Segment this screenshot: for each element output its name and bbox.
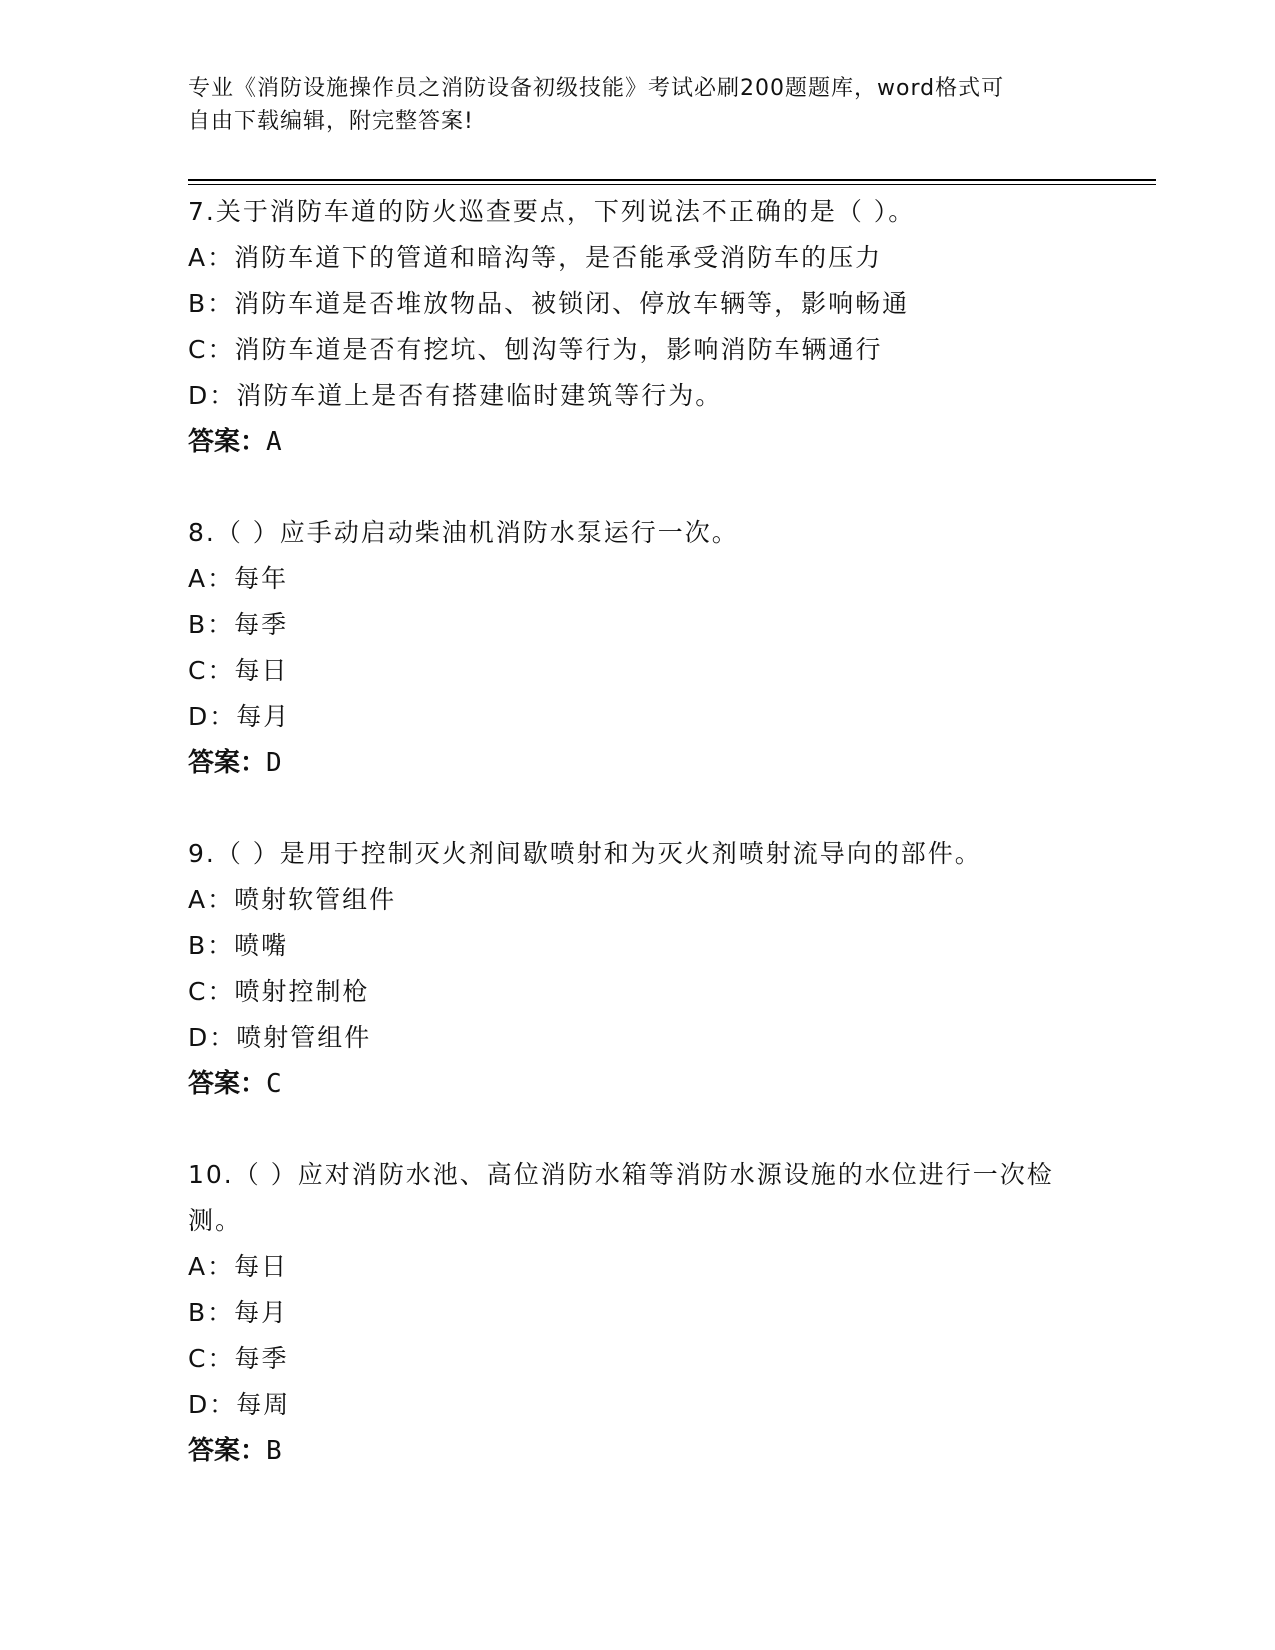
answer-value: A — [266, 427, 282, 457]
header-line-2: 自由下载编辑，附完整答案! — [188, 109, 474, 134]
answer-line — [188, 740, 1088, 786]
header-divider-thin — [188, 184, 1156, 185]
option-b: B：每月 — [188, 1298, 289, 1327]
option-a: A：每日 — [188, 1252, 289, 1281]
answer-value: D — [266, 748, 282, 778]
answer-line — [188, 1061, 1088, 1107]
header-line-1: 专业《消防设施操作员之消防设备初级技能》考试必刷200题题库，word格式可 — [188, 76, 1005, 101]
option-a: A：每年 — [188, 564, 289, 593]
document-header — [188, 72, 1068, 138]
answer-value: B — [266, 1436, 282, 1466]
question-7 — [188, 189, 1088, 465]
option-a: A：消防车道下的管道和暗沟等，是否能承受消防车的压力 — [188, 243, 883, 272]
answer-label: 答案： — [188, 748, 267, 778]
option-c: C：每季 — [188, 1344, 289, 1373]
header-divider-thick — [188, 179, 1156, 181]
option-d: D：每月 — [188, 702, 291, 731]
option-b: B：喷嘴 — [188, 931, 289, 960]
answer-label: 答案： — [188, 427, 267, 457]
question-10 — [188, 1152, 1088, 1474]
option-a: A：喷射软管组件 — [188, 885, 397, 914]
option-c: C：每日 — [188, 656, 289, 685]
question-stem: 10.（ ）应对消防水池、高位消防水箱等消防水源设施的水位进行一次检测。 — [188, 1160, 1054, 1235]
option-d: D：喷射管组件 — [188, 1023, 372, 1052]
question-stem: 8.（ ）应手动启动柴油机消防水泵运行一次。 — [188, 518, 739, 547]
answer-label: 答案： — [188, 1436, 267, 1466]
option-c: C：喷射控制枪 — [188, 977, 370, 1006]
question-stem: 7.关于消防车道的防火巡查要点，下列说法不正确的是（ ）。 — [188, 197, 916, 226]
option-b: B：消防车道是否堆放物品、被锁闭、停放车辆等，影响畅通 — [188, 289, 910, 318]
answer-label: 答案： — [188, 1069, 267, 1099]
question-8 — [188, 510, 1088, 786]
question-stem: 9.（ ）是用于控制灭火剂间歇喷射和为灭火剂喷射流导向的部件。 — [188, 839, 982, 868]
answer-line — [188, 419, 1088, 465]
option-d: D：消防车道上是否有搭建临时建筑等行为。 — [188, 381, 723, 410]
option-d: D：每周 — [188, 1390, 291, 1419]
question-9 — [188, 831, 1088, 1107]
answer-value: C — [266, 1069, 282, 1099]
option-c: C：消防车道是否有挖坑、刨沟等行为，影响消防车辆通行 — [188, 335, 883, 364]
option-b: B：每季 — [188, 610, 289, 639]
answer-line — [188, 1428, 1088, 1474]
